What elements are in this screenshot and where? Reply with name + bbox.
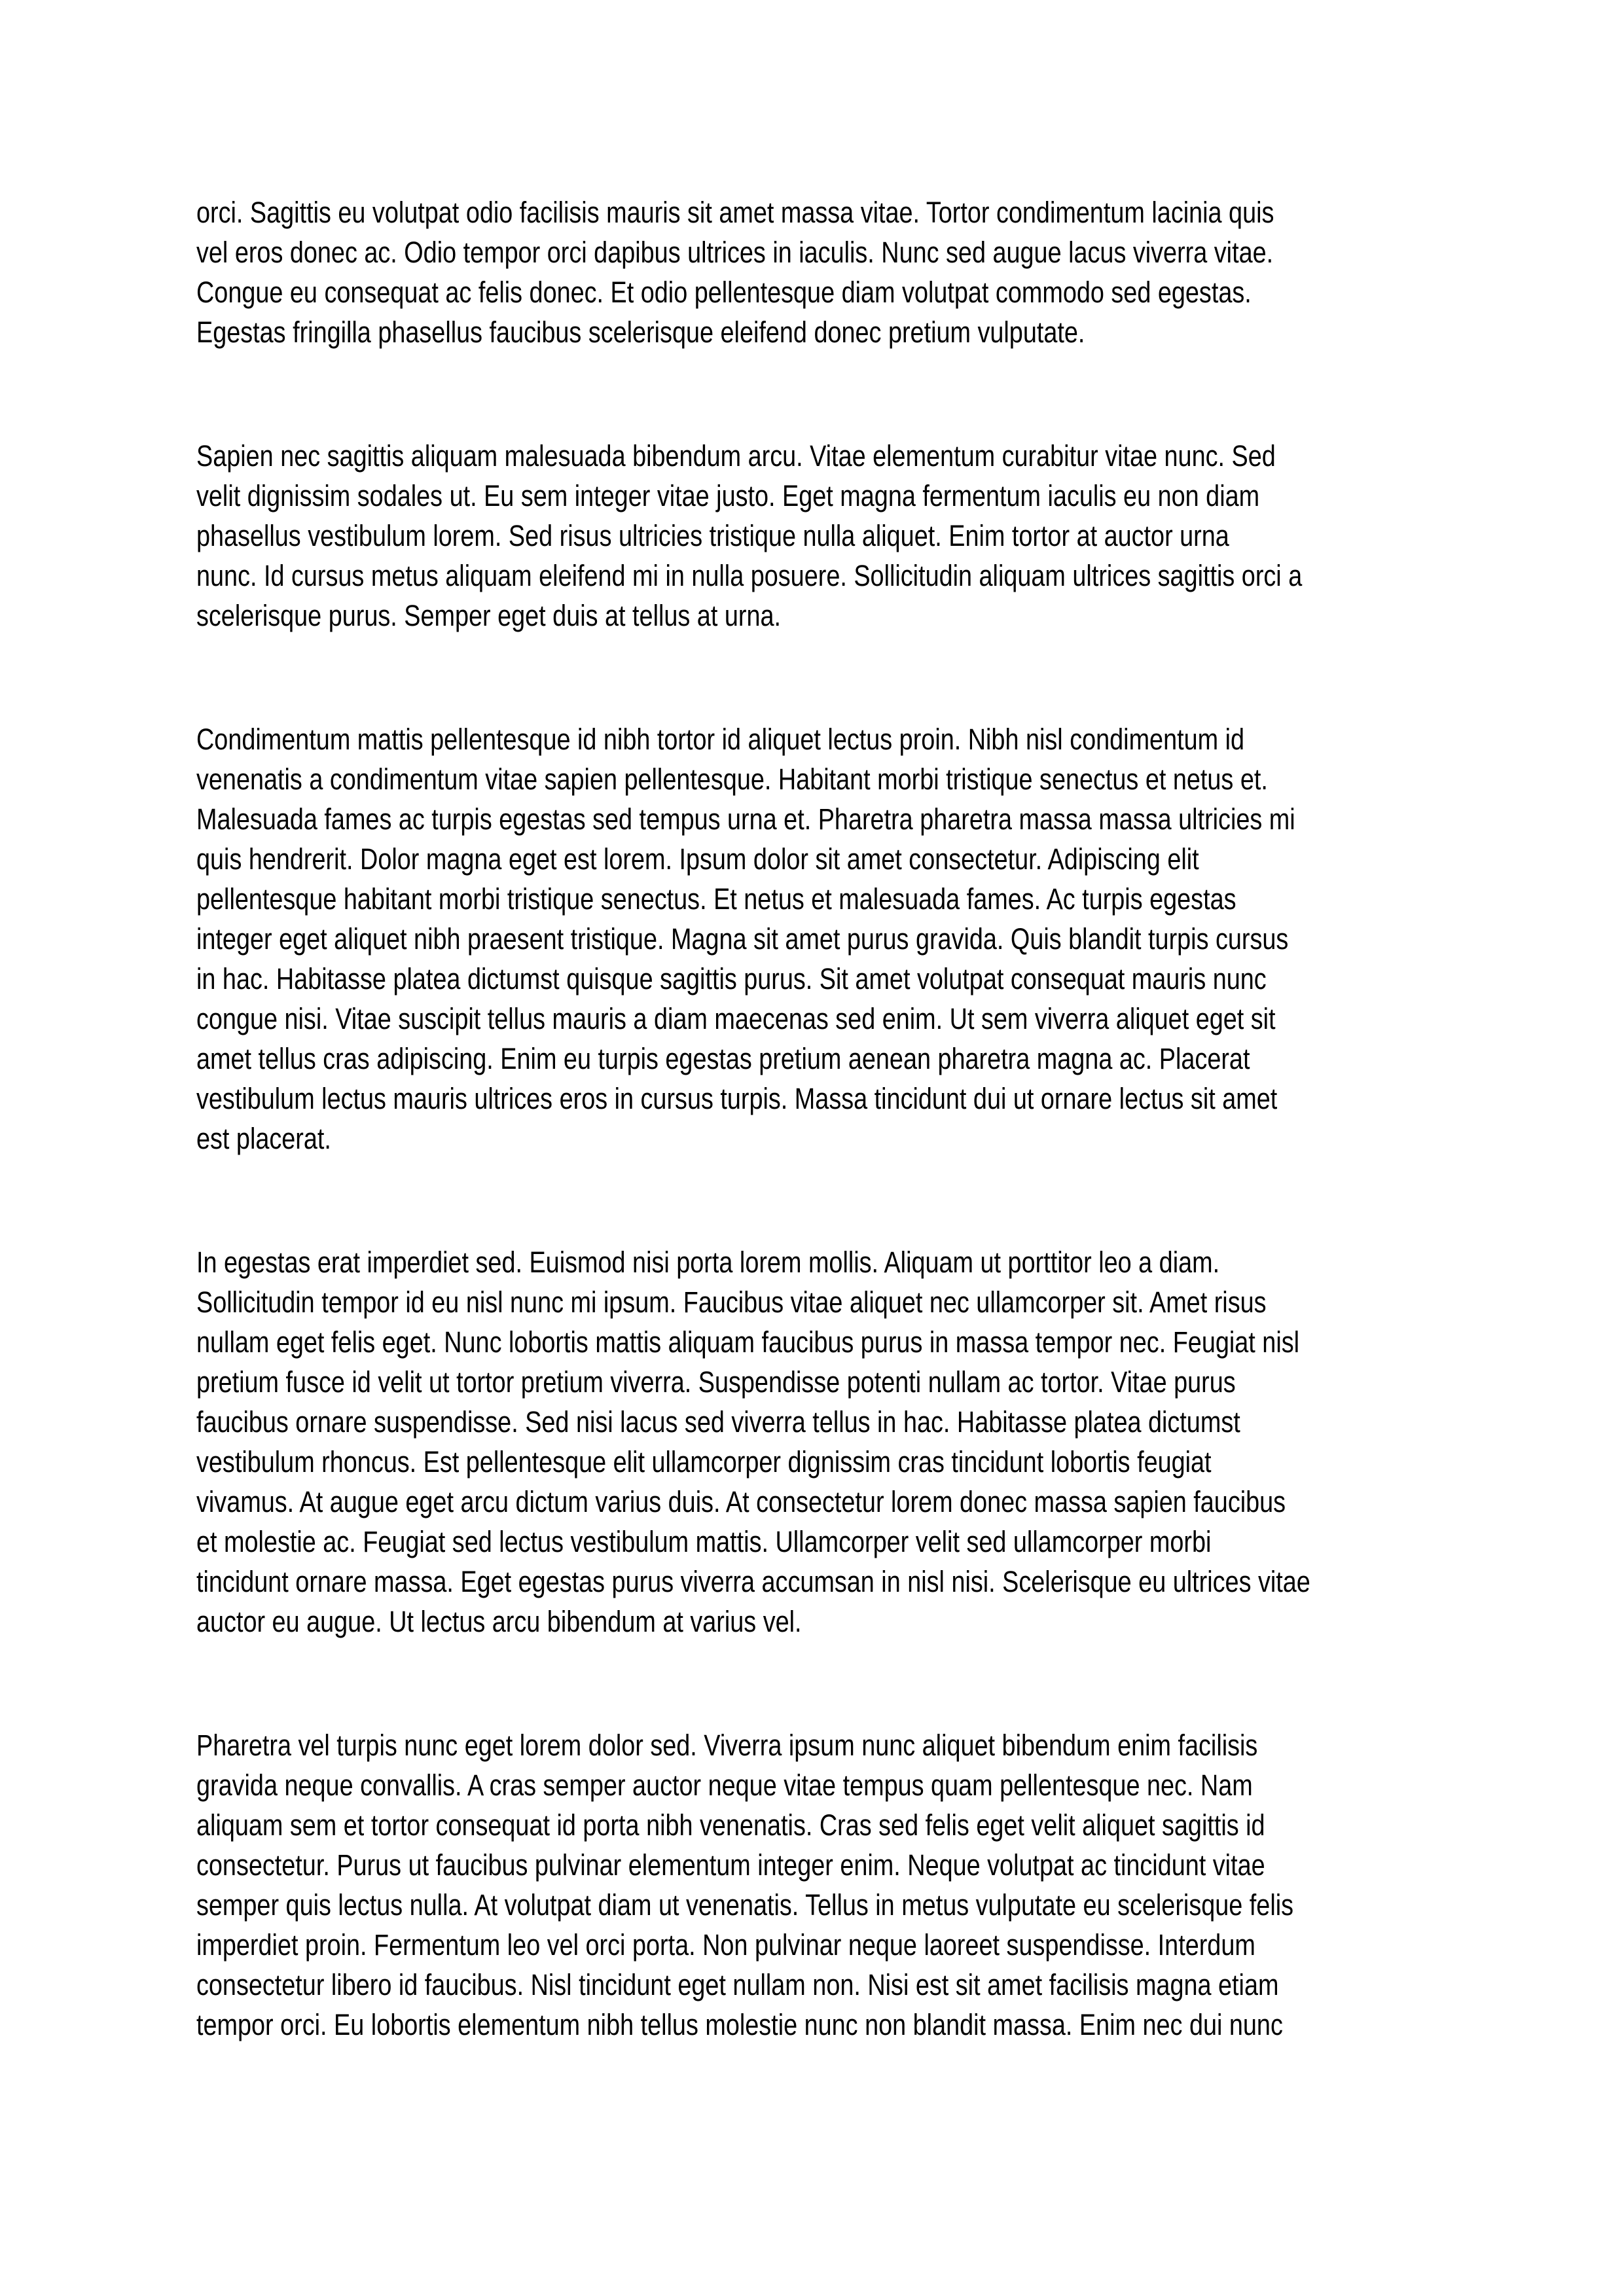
text-line: integer eget aliquet nibh praesent tristique. Magna sit amet purus gravida. Quis blandit turpis cursus: [196, 922, 1289, 956]
text-line: imperdiet proin. Fermentum leo vel orci porta. Non pulvinar neque laoreet suspendisse. Interdum: [196, 1928, 1255, 1962]
text-line: pretium fusce id velit ut tortor pretium viverra. Suspendisse potenti nullam ac tortor. Vitae purus: [196, 1365, 1236, 1399]
text-body: [196, 192, 1428, 2128]
text-line: Congue eu consequat ac felis donec. Et odio pellentesque diam volutpat commodo sed egestas.: [196, 276, 1252, 309]
text-line: Egestas fringilla phasellus faucibus scelerisque eleifend donec pretium vulputate.: [196, 315, 1085, 349]
paragraph-3: [196, 719, 1428, 1158]
text-line: Sollicitudin tempor id eu nisl nunc mi ipsum. Faucibus vitae aliquet nec ullamcorper sit. Amet risus: [196, 1285, 1267, 1319]
text-line: semper quis lectus nulla. At volutpat diam ut venenatis. Tellus in metus vulputate eu scelerisque felis: [196, 1888, 1294, 1922]
text-line: vestibulum rhoncus. Est pellentesque elit ullamcorper dignissim cras tincidunt lobortis feugiat: [196, 1445, 1212, 1479]
text-line: amet tellus cras adipiscing. Enim eu turpis egestas pretium aenean pharetra magna ac. Placerat: [196, 1042, 1250, 1075]
text-line: nunc. Id cursus metus aliquam eleifend mi in nulla posuere. Sollicitudin aliquam ultrices sagittis orci a: [196, 559, 1303, 592]
text-line: in hac. Habitasse platea dictumst quisque sagittis purus. Sit amet volutpat consequat mauris nunc: [196, 962, 1267, 996]
text-line: faucibus ornare suspendisse. Sed nisi lacus sed viverra tellus in hac. Habitasse platea dictumst: [196, 1405, 1240, 1439]
text-line: quis hendrerit. Dolor magna eget est lorem. Ipsum dolor sit amet consectetur. Adipiscing elit: [196, 842, 1199, 876]
paragraph-2: [196, 436, 1428, 636]
text-line: pellentesque habitant morbi tristique senectus. Et netus et malesuada fames. Ac turpis egestas: [196, 882, 1236, 916]
text-line: consectetur libero id faucibus. Nisl tincidunt eget nullam non. Nisi est sit amet facilisis magna etiam: [196, 1968, 1279, 2001]
text-line: tempor orci. Eu lobortis elementum nibh tellus molestie nunc non blandit massa. Enim nec dui nunc: [196, 2008, 1283, 2041]
paragraph-5: [196, 1725, 1428, 2045]
text-line: nullam eget felis eget. Nunc lobortis mattis aliquam faucibus purus in massa tempor nec. Feugiat nisl: [196, 1325, 1300, 1359]
text-line: aliquam sem et tortor consequat id porta nibh venenatis. Cras sed felis eget velit aliquet sagittis id: [196, 1808, 1265, 1842]
text-line: phasellus vestibulum lorem. Sed risus ultricies tristique nulla aliquet. Enim tortor at auctor urna: [196, 519, 1229, 552]
text-line: In egestas erat imperdiet sed. Euismod nisi porta lorem mollis. Aliquam ut porttitor leo a diam.: [196, 1246, 1220, 1279]
text-line: vel eros donec ac. Odio tempor orci dapibus ultrices in iaculis. Nunc sed augue lacus viverra vitae.: [196, 236, 1274, 269]
text-line: gravida neque convallis. A cras semper auctor neque vitae tempus quam pellentesque nec. Nam: [196, 1768, 1253, 1802]
text-line: tincidunt ornare massa. Eget egestas purus viverra accumsan in nisl nisi. Scelerisque eu ultrices vitae: [196, 1565, 1310, 1598]
text-line: consectetur. Purus ut faucibus pulvinar elementum integer enim. Neque volutpat ac tincidunt vitae: [196, 1848, 1265, 1882]
text-line: Pharetra vel turpis nunc eget lorem dolor sed. Viverra ipsum nunc aliquet bibendum enim facilisis: [196, 1729, 1258, 1762]
text-line: velit dignissim sodales ut. Eu sem integer vitae justo. Eget magna fermentum iaculis eu non diam: [196, 479, 1260, 512]
text-line: congue nisi. Vitae suscipit tellus mauris a diam maecenas sed enim. Ut sem viverra aliquet eget sit: [196, 1002, 1276, 1035]
text-line: vestibulum lectus mauris ultrices eros in cursus turpis. Massa tincidunt dui ut ornare lectus sit amet: [196, 1082, 1278, 1115]
text-line: Malesuada fames ac turpis egestas sed tempus urna et. Pharetra pharetra massa massa ultricies mi: [196, 802, 1295, 836]
text-line: Condimentum mattis pellentesque id nibh tortor id aliquet lectus proin. Nibh nisl condimentum id: [196, 723, 1245, 756]
text-line: auctor eu augue. Ut lectus arcu bibendum at varius vel.: [196, 1605, 802, 1638]
text-line: et molestie ac. Feugiat sed lectus vestibulum mattis. Ullamcorper velit sed ullamcorper morbi: [196, 1525, 1212, 1558]
text-line: venenatis a condimentum vitae sapien pellentesque. Habitant morbi tristique senectus et netus et.: [196, 762, 1268, 796]
text-line: orci. Sagittis eu volutpat odio facilisis mauris sit amet massa vitae. Tortor condimentum lacinia quis: [196, 196, 1274, 229]
text-line: scelerisque purus. Semper eget duis at tellus at urna.: [196, 599, 781, 632]
text-line: vivamus. At augue eget arcu dictum varius duis. At consectetur lorem donec massa sapien faucibus: [196, 1485, 1286, 1518]
paragraph-4: [196, 1242, 1428, 1641]
text-line: Sapien nec sagittis aliquam malesuada bibendum arcu. Vitae elementum curabitur vitae nunc. Sed: [196, 439, 1276, 473]
text-line: est placerat.: [196, 1122, 331, 1155]
paragraph-1: [196, 192, 1428, 352]
